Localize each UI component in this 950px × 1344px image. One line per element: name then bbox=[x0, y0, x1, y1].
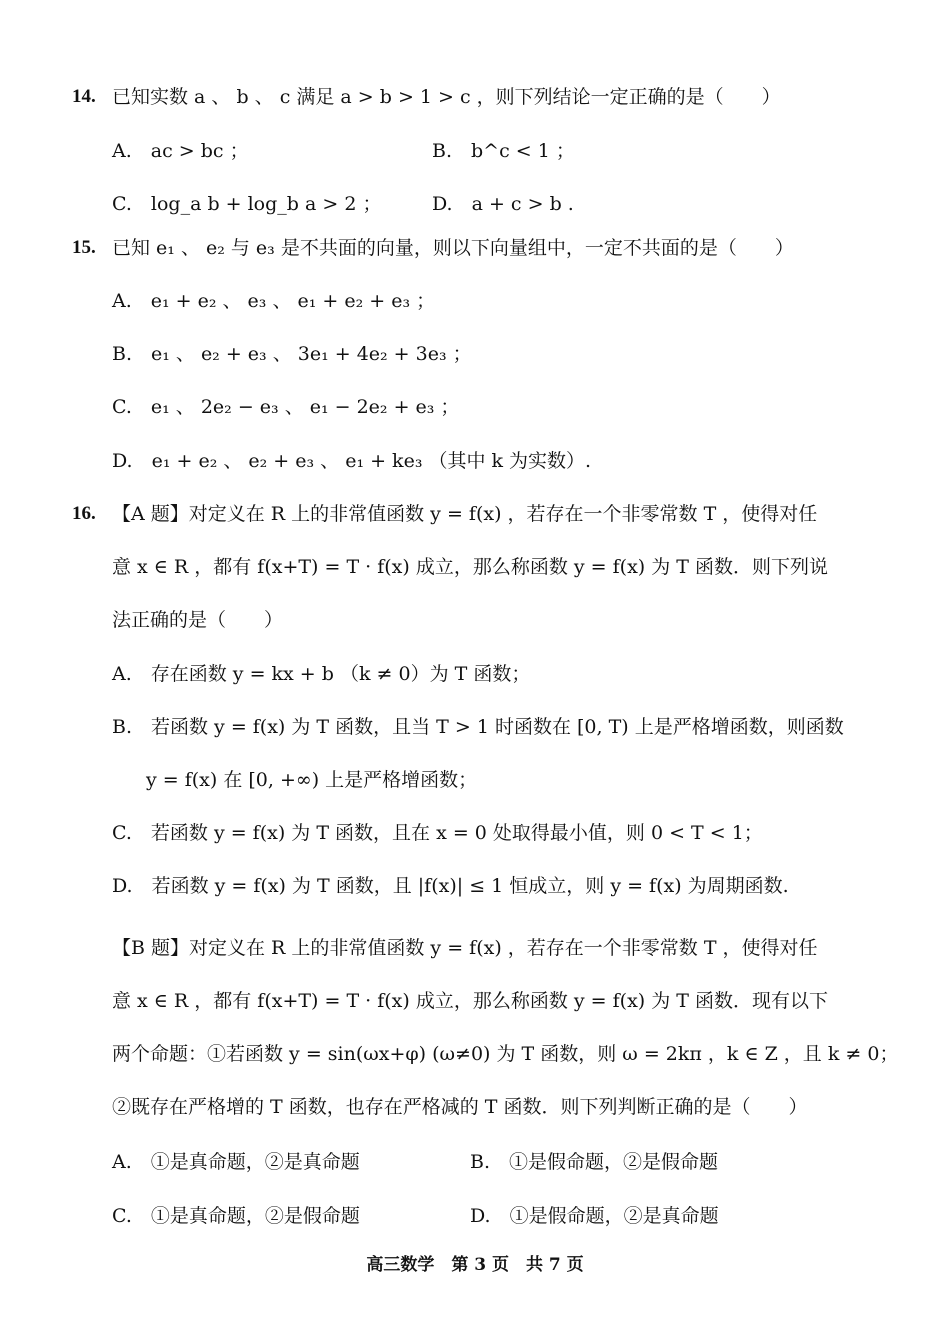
q14-option-b: B. b^c < 1 ； bbox=[432, 140, 575, 162]
q16b-stem-line4: ②既存在严格增的 T 函数，也存在严格减的 T 函数．则下列判断正确的是（ ） bbox=[112, 1096, 808, 1118]
q15-option-a: A. e₁ + e₂ 、 e₃ 、 e₁ + e₂ + e₃ ； bbox=[112, 290, 436, 312]
q16a-option-a: A. 存在函数 y = kx + b （k ≠ 0）为 T 函数； bbox=[112, 663, 531, 685]
q16b-stem-line3: 两个命题：①若函数 y = sin(ωx+φ) (ω≠0) 为 T 函数，则 ω = 2kπ ，k ∈ Z ，且 k ≠ 0； bbox=[112, 1043, 899, 1065]
q15-stem: 已知 e₁ 、 e₂ 与 e₃ 是不共面的向量，则以下向量组中，一定不共面的是（ ） bbox=[112, 237, 794, 259]
q16a-stem-line3: 法正确的是（ ） bbox=[112, 609, 284, 631]
q16a-option-b-line2: y = f(x) 在 [0, +∞) 上是严格增函数； bbox=[146, 769, 478, 791]
q14-stem: 已知实数 a 、 b 、 c 满足 a > b > 1 > c ，则下列结论一定正确的是（ ） bbox=[112, 86, 781, 108]
q15-option-c: C. e₁ 、 2e₂ − e₃ 、 e₁ − 2e₂ + e₃ ； bbox=[112, 396, 460, 418]
q16b-option-a: A. ①是真命题，②是真命题 bbox=[112, 1151, 360, 1173]
q16b-option-c: C. ①是真命题，②是假命题 bbox=[112, 1205, 360, 1227]
q16-number: 16. bbox=[72, 503, 96, 524]
q16a-stem-line1: 【A 题】对定义在 R 上的非常值函数 y = f(x) ，若存在一个非零常数 T ，使得对任 bbox=[112, 503, 818, 525]
q16b-option-d: D. ①是假命题，②是真命题 bbox=[470, 1205, 719, 1227]
page-footer: 高三数学 第 3 页 共 7 页 bbox=[366, 1255, 584, 1275]
q15-option-d: D. e₁ + e₂ 、 e₂ + e₃ 、 e₁ + ke₃ （其中 k 为实数）. bbox=[112, 450, 592, 472]
q16b-stem-line1: 【B 题】对定义在 R 上的非常值函数 y = f(x) ，若存在一个非零常数 T ，使得对任 bbox=[112, 937, 818, 959]
q16a-option-d: D. 若函数 y = f(x) 为 T 函数，且 |f(x)| ≤ 1 恒成立，则 y = f(x) 为周期函数. bbox=[112, 875, 789, 897]
q16b-stem-line2: 意 x ∈ R ，都有 f(x+T) = T · f(x) 成立，那么称函数 y = f(x) 为 T 函数．现有以下 bbox=[112, 990, 828, 1012]
q16a-option-b-line1: B. 若函数 y = f(x) 为 T 函数，且当 T > 1 时函数在 [0, T) 上是严格增函数，则函数 bbox=[112, 716, 844, 738]
q14-option-d: D. a + c > b . bbox=[432, 193, 574, 215]
q15-number: 15. bbox=[72, 237, 96, 258]
q14-option-c: C. log_a b + log_b a > 2 ； bbox=[112, 193, 382, 215]
q16b-option-b: B. ①是假命题，②是假命题 bbox=[470, 1151, 719, 1173]
q14-number: 14. bbox=[72, 86, 96, 107]
q14-option-a: A. ac > bc ； bbox=[112, 140, 249, 162]
q15-option-b: B. e₁ 、 e₂ + e₃ 、 3e₁ + 4e₂ + 3e₃ ； bbox=[112, 343, 472, 365]
q16a-stem-line2: 意 x ∈ R ，都有 f(x+T) = T · f(x) 成立，那么称函数 y = f(x) 为 T 函数．则下列说 bbox=[112, 556, 828, 578]
q16a-option-c: C. 若函数 y = f(x) 为 T 函数，且在 x = 0 处取得最小值，则 0 < T < 1； bbox=[112, 822, 763, 844]
